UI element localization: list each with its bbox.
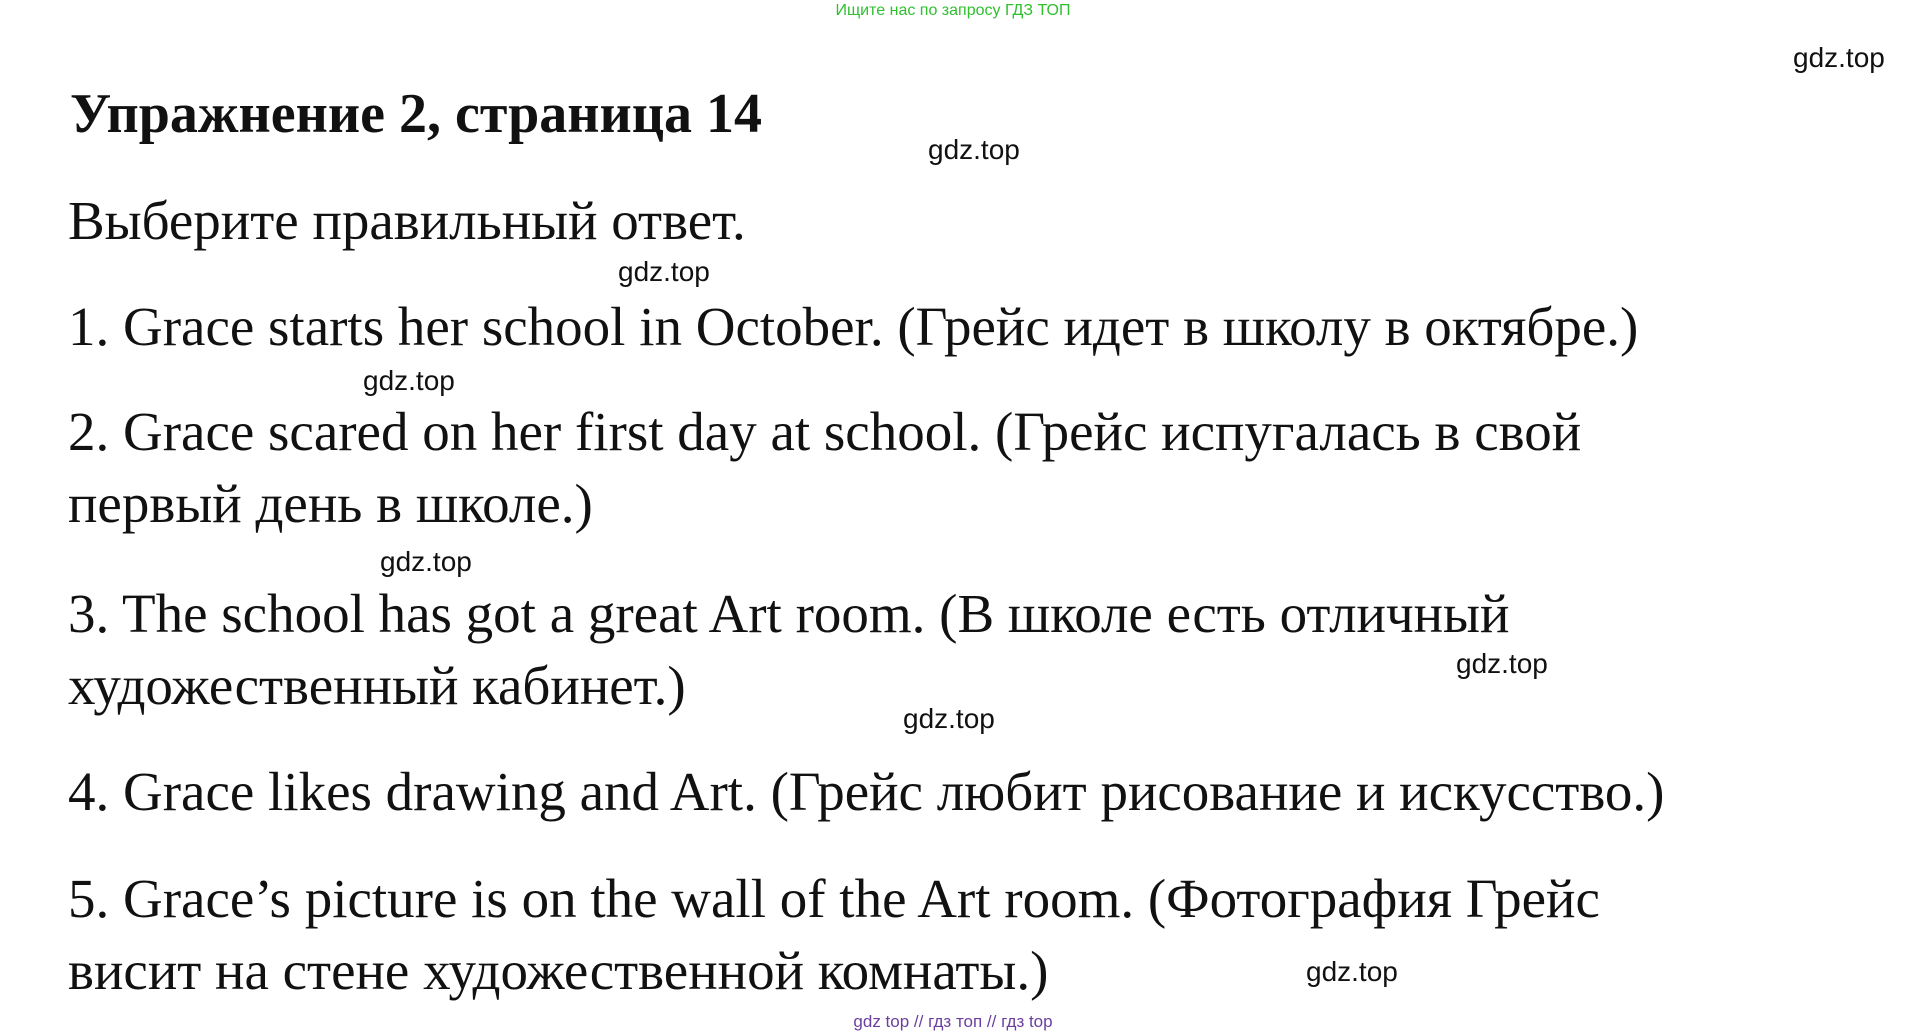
footer-links: gdz top // гдз топ // гдз top [853, 1012, 1053, 1031]
answer-item-3 [68, 578, 1509, 722]
answer-line: 4. Grace likes drawing and Art. (Грейс любит рисование и искусство.) [68, 761, 1665, 822]
top-banner: Ищите нас по запросу ГДЗ ТОП [835, 2, 1071, 19]
answer-line: художественный кабинет.) [68, 655, 686, 716]
answer-line: первый день в школе.) [68, 473, 593, 534]
answer-line: 1. Grace starts her school in October. (Грейс идет в школу в октябре.) [68, 296, 1639, 357]
watermark: gdz.top [903, 703, 995, 734]
watermark: gdz.top [1306, 956, 1398, 987]
answer-item-4 [68, 756, 1664, 828]
answer-item-2 [68, 396, 1581, 540]
answer-item-1 [68, 291, 1638, 363]
instruction-text: Выберите правильный ответ. [68, 190, 746, 251]
watermark: gdz.top [380, 546, 472, 577]
watermark: gdz.top [363, 365, 455, 396]
answer-line: висит на стене художественной комнаты.) [68, 940, 1049, 1001]
watermark: gdz.top [1793, 42, 1885, 73]
watermark: gdz.top [1456, 648, 1548, 679]
page-title: Упражнение 2, страница 14 [70, 83, 763, 145]
answer-line: 3. The school has got a great Art room. (В школе есть отличный [68, 583, 1510, 644]
watermark: gdz.top [618, 256, 710, 287]
watermark: gdz.top [928, 134, 1020, 165]
answer-line: 2. Grace scared on her first day at school. (Грейс испугалась в свой [68, 401, 1582, 462]
answer-line: 5. Grace’s picture is on the wall of the Art room. (Фотография Грейс [68, 868, 1600, 929]
